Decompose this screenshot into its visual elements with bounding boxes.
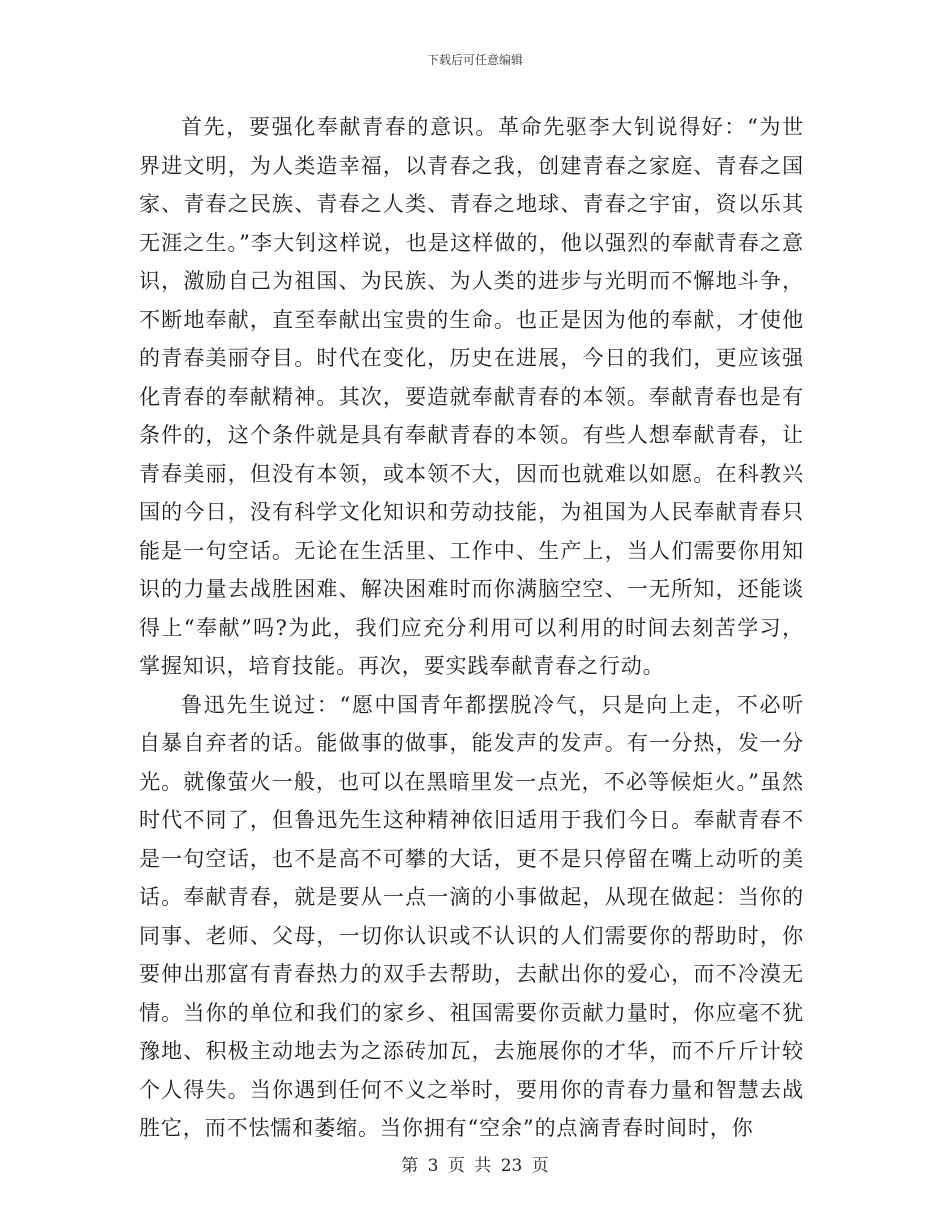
paragraph-1: 首先，要强化奉献青春的意识。革命先驱李大钊说得好：“为世界进文明，为人类造幸福，以青春之我，创建青春之家庭、青春之国家、青春之民族、青春之人类、青春之地球、青春之宇宙，资以乐其无涯之生。”李大钊这样说，也是这样做的，他以强烈的奉献青春之意识，激励自己为祖国、为民族、为人类的进步与光明而不懈地斗争，不断地奉献，直至奉献出宝贵的生命。也正是因为他的奉献，才使他的青春美丽夺目。时代在变化，历史在进展，今日的我们，更应该强化青春的奉献精神。其次，要造就奉献青春的本领。奉献青春也是有条件的，这个条件就是具有奉献青春的本领。有些人想奉献青春，让青春美丽，但没有本领，或本领不大，因而也就难以如愿。在科教兴国的今日，没有科学文化知识和劳动技能，为祖国为人民奉献青春只能是一句空话。无论在生活里、工作中、生产上，当人们需要你用知识的力量去战胜困难、解决困难时而你满脑空空、一无所知，还能谈得上“奉献”吗?为此，我们应充分利用可以利用的时间去刻苦学习，掌握知识，培育技能。再次，要实践奉献青春之行动。 [139, 115, 804, 678]
document-body [139, 108, 804, 1148]
paragraph-2: 鲁迅先生说过：“愿中国青年都摆脱冷气，只是向上走，不必听自暴自弃者的话。能做事的做事，能发声的发声。有一分热，发一分光。就像萤火一般，也可以在黑暗里发一点光，不必等候炬火。”虽然时代不同了，但鲁迅先生这种精神依旧适用于我们今日。奉献青春不是一句空话，也不是高不可攀的大话，更不是只停留在嘴上动听的美话。奉献青春，就是要从一点一滴的小事做起，从现在做起：当你的同事、老师、父母，一切你认识或不认识的人们需要你的帮助时，你要伸出那富有青春热力的双手去帮助，去献出你的爱心，而不冷漠无情。当你的单位和我们的家乡、祖国需要你贡献力量时，你应毫不犹豫地、积极主动地去为之添砖加瓦，去施展你的才华，而不斤斤计较个人得失。当你遇到任何不义之举时，要用你的青春力量和智慧去战胜它，而不怯懦和萎缩。当你拥有“空余”的点滴青春时间时，你 [139, 692, 804, 1140]
page-number-footer: 第 3 页 共 23 页 [401, 1156, 549, 1176]
page-header: 下载后可任意编辑 [426, 53, 523, 67]
